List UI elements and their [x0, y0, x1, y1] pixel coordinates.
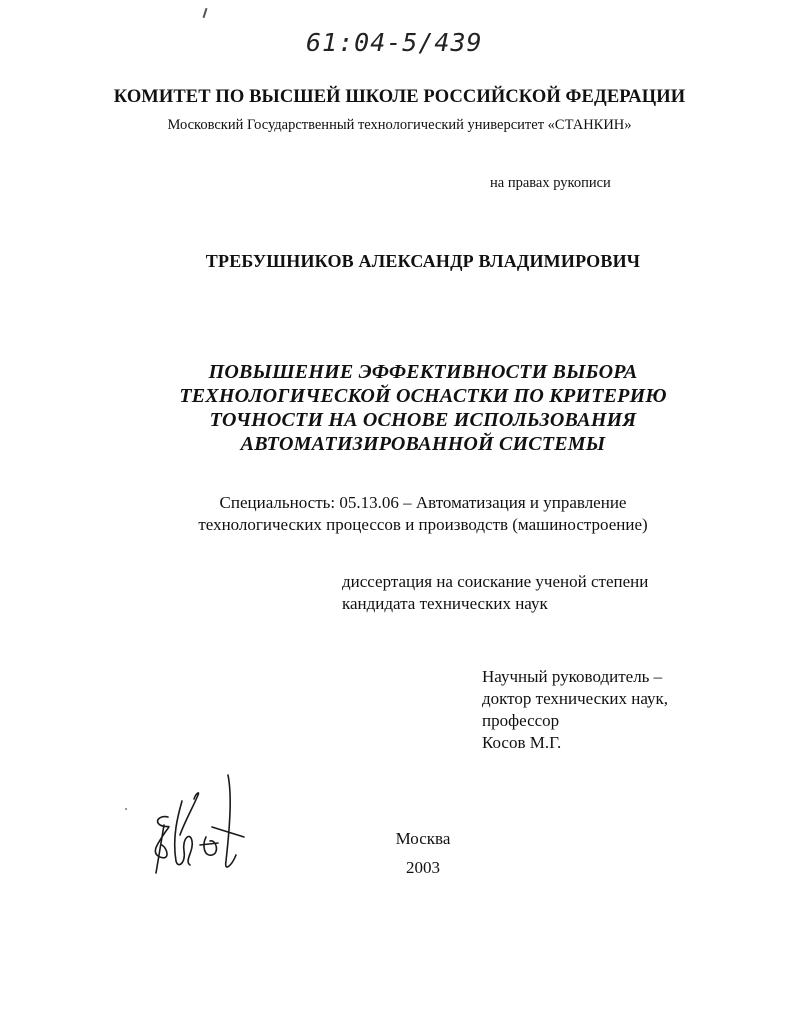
- pen-tick-mark: [203, 8, 208, 18]
- degree-line: диссертация на соискание ученой степени: [342, 572, 649, 591]
- city: Москва: [395, 829, 451, 848]
- paper-speck: [125, 808, 127, 810]
- title-line: АВТОМАТИЗИРОВАННОЙ СИСТЕМЫ: [240, 433, 606, 455]
- manuscript-rights-note: на правах рукописи: [490, 175, 611, 191]
- degree-line: кандидата технических наук: [342, 594, 548, 613]
- year: 2003: [406, 858, 440, 877]
- dissertation-title: [0, 360, 799, 456]
- title-line: ПОВЫШЕНИЕ ЭФФЕКТИВНОСТИ ВЫБОРА: [208, 361, 638, 383]
- library-shelf-mark: 61:04-5/439: [306, 28, 483, 57]
- scientific-advisor: [482, 666, 668, 754]
- university-name: Московский Государственный технологический университет «СТАНКИН»: [167, 117, 632, 133]
- advisor-line: Косов М.Г.: [482, 733, 562, 752]
- title-line: ТОЧНОСТИ НА ОСНОВЕ ИСПОЛЬЗОВАНИЯ: [209, 409, 637, 431]
- advisor-line: профессор: [482, 711, 560, 730]
- advisor-line: Научный руководитель –: [482, 667, 663, 686]
- title-line: ТЕХНОЛОГИЧЕСКОЙ ОСНАСТКИ ПО КРИТЕРИЮ: [179, 385, 667, 407]
- author-name: ТРЕБУШНИКОВ АЛЕКСАНДР ВЛАДИМИРОВИЧ: [205, 251, 641, 271]
- specialty-line: технологических процессов и производств (машиностроение): [198, 515, 648, 534]
- degree-statement: [342, 571, 648, 615]
- committee-heading: КОМИТЕТ ПО ВЫСШЕЙ ШКОЛЕ РОССИЙСКОЙ ФЕДЕРАЦИИ: [113, 87, 686, 107]
- specialty-line: Специальность: 05.13.06 – Автоматизация и управление: [219, 493, 627, 512]
- advisor-line: доктор технических наук,: [482, 689, 669, 708]
- specialty-block: [0, 492, 799, 536]
